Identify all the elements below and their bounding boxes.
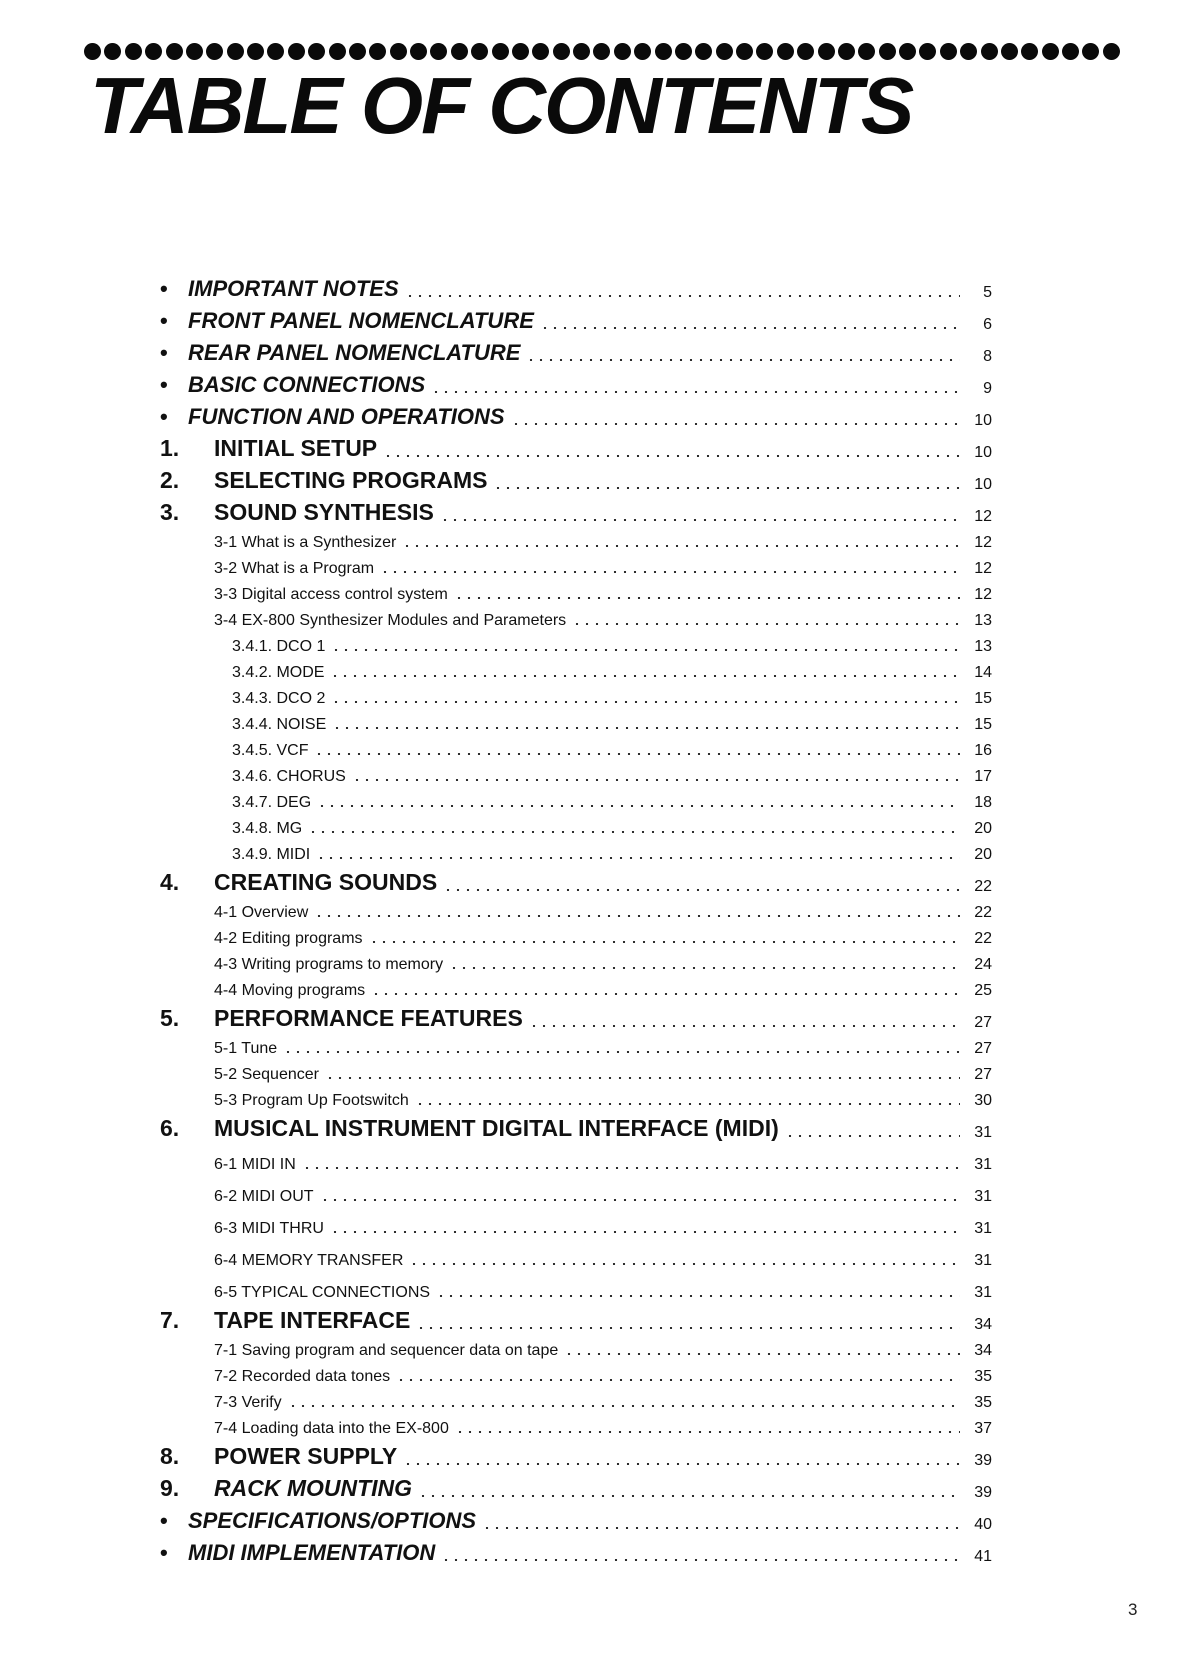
dot [593,43,610,60]
toc-entry-title: 4-1 Overview [214,904,309,921]
toc-entry[interactable] [160,896,992,922]
toc-entry[interactable] [160,1000,992,1032]
toc-entry-title: 3.4.2. MODE [232,664,325,681]
dot-leader [493,487,960,489]
dot-leader [396,1379,960,1381]
toc-entry-marker: 1. [160,435,180,461]
dot [206,43,223,60]
toc-entry-title: 3-1 What is a Synthesizer [214,534,397,551]
dot-leader [455,1431,960,1433]
toc-entry-page: 20 [974,820,992,837]
dot-leader [572,623,960,625]
toc-entry-title: 5-1 Tune [214,1040,278,1057]
dot-border [84,40,1120,62]
toc-entry-page: 22 [974,930,992,947]
dot [1103,43,1120,60]
page-number: 3 [1128,1600,1138,1619]
toc-entry-marker: 5. [160,1005,180,1031]
dot [736,43,753,60]
toc-entry[interactable] [160,974,992,1000]
dot-leader [418,1495,960,1497]
toc-entry[interactable] [160,1032,992,1058]
toc-entry[interactable] [160,1206,992,1238]
toc-entry[interactable] [160,630,992,656]
toc-entry-page: 30 [974,1092,992,1109]
dot [675,43,692,60]
dot [430,43,447,60]
toc-entry-title: 3-2 What is a Program [214,560,375,577]
dot [981,43,998,60]
toc-entry-page: 20 [974,846,992,863]
dot-leader [352,779,960,781]
dot [960,43,977,60]
toc-entry-page: 34 [974,1342,992,1359]
dot-leader [449,967,960,969]
toc-entry-title: IMPORTANT NOTES [188,276,399,301]
dot [553,43,570,60]
toc-entry-title: RACK MOUNTING [214,1475,413,1501]
dot-leader [288,1405,960,1407]
toc-entry[interactable] [160,494,992,526]
toc-entry-page: 17 [974,768,992,785]
toc-entry-page: 31 [974,1124,992,1141]
toc-entry[interactable] [160,430,992,462]
toc-entry-marker: • [160,308,168,333]
dot-leader [331,701,960,703]
toc-entry[interactable] [160,708,992,734]
toc-entry-title: BASIC CONNECTIONS [188,372,426,397]
toc-entry[interactable] [160,1238,992,1270]
toc-entry-title: POWER SUPPLY [214,1443,398,1469]
toc-entry-page: 10 [974,476,992,493]
toc-entry-title: FRONT PANEL NOMENCLATURE [188,308,534,333]
dot [288,43,305,60]
toc-entry[interactable] [160,1174,992,1206]
toc-entry-title: CREATING SOUNDS [214,869,438,895]
toc-entry-page: 25 [974,982,992,999]
toc-entry-title: 7-1 Saving program and sequencer data on tape [214,1342,559,1359]
dot [329,43,346,60]
toc-entry-page: 12 [974,586,992,603]
toc-entry[interactable] [160,526,992,552]
toc-entry-title: REAR PANEL NOMENCLATURE [188,340,521,365]
toc-entry-page: 31 [974,1156,992,1173]
toc-entry[interactable] [160,734,992,760]
toc-entry-title: 3-4 EX-800 Synthesizer Modules and Parameters [214,612,567,629]
toc-entry[interactable] [160,1302,992,1334]
toc-entry-page: 15 [974,690,992,707]
dot [573,43,590,60]
toc-entry-page: 27 [974,1014,992,1031]
toc-entry-page: 35 [974,1368,992,1385]
toc-entry[interactable] [160,552,992,578]
toc-entry-marker: • [160,340,168,365]
dot-leader [443,889,960,891]
dot [919,43,936,60]
toc-entry-page: 13 [974,638,992,655]
toc-entry-marker: 3. [160,499,180,525]
dot-leader [540,327,960,329]
toc-entry-page: 12 [974,508,992,525]
dot [247,43,264,60]
dot [1042,43,1059,60]
toc-entry-marker: • [160,1508,168,1533]
dot-leader [283,1051,960,1053]
toc-entry[interactable] [160,1058,992,1084]
toc-entry-title: 7-3 Verify [214,1394,282,1411]
dot [879,43,896,60]
toc-entry-title: 6-5 TYPICAL CONNECTIONS [214,1284,431,1301]
dot-leader [332,727,960,729]
toc-entry-marker: • [160,1540,168,1565]
dot-leader [403,1463,960,1465]
dot [492,43,509,60]
toc-entry[interactable] [160,1110,992,1142]
toc-entry-page: 12 [974,534,992,551]
toc-entry-title: 4-4 Moving programs [214,982,366,999]
dot-leader [409,1263,960,1265]
dot [858,43,875,60]
toc-entry-title: MUSICAL INSTRUMENT DIGITAL INTERFACE (MIDI) [214,1115,779,1141]
dot [777,43,794,60]
toc-entry-title: 3.4.6. CHORUS [232,768,346,785]
toc-entry[interactable] [160,1334,992,1360]
toc-entry-marker: • [160,372,168,397]
toc-entry[interactable] [160,1470,992,1502]
toc-entry-marker: 2. [160,467,180,493]
toc-entry-title: 3.4.4. NOISE [232,716,327,733]
dot [899,43,916,60]
dot-leader [436,1295,960,1297]
toc-entry-marker: • [160,404,168,429]
toc-entry-title: 7-2 Recorded data tones [214,1368,391,1385]
dot-leader [454,597,960,599]
dot [940,43,957,60]
toc-entry-page: 27 [974,1066,992,1083]
dot [634,43,651,60]
toc-entry-title: 6-1 MIDI IN [214,1156,296,1173]
toc-entry-page: 8 [983,348,992,365]
toc-entry-title: INITIAL SETUP [214,435,378,461]
toc-entry[interactable] [160,812,992,838]
toc-entry[interactable] [160,1412,992,1438]
dot [104,43,121,60]
page-title: TABLE OF CONTENTS [90,61,913,150]
toc-entry-marker: 9. [160,1475,180,1501]
toc-entry-marker: 6. [160,1115,180,1141]
toc-entry-page: 12 [974,560,992,577]
toc-entry[interactable] [160,1084,992,1110]
dot-leader [314,915,960,917]
toc-entry-title: 3.4.7. DEG [232,794,312,811]
dot [1021,43,1038,60]
toc-entry-page: 37 [974,1420,992,1437]
dot-leader [317,805,960,807]
toc-entry-page: 31 [974,1284,992,1301]
toc-entry-title: 5-2 Sequencer [214,1066,319,1083]
toc-entry-page: 39 [974,1452,992,1469]
toc-entry[interactable] [160,366,992,398]
toc-entry-title: SELECTING PROGRAMS [214,467,488,493]
dot-leader [302,1167,960,1169]
dot-leader [405,295,960,297]
dot [838,43,855,60]
dot-leader [482,1527,960,1529]
toc-entry[interactable] [160,1386,992,1412]
toc-entry-marker: • [160,276,168,301]
dot-leader [441,1559,960,1561]
toc-entry-page: 10 [974,412,992,429]
toc-entry-title: TAPE INTERFACE [214,1307,411,1333]
dot-leader [320,1199,960,1201]
toc-entry[interactable] [160,1360,992,1386]
dot-leader [785,1135,960,1137]
toc-entry-title: 3.4.3. DCO 2 [232,690,326,707]
dot [308,43,325,60]
toc-entry-page: 31 [974,1188,992,1205]
toc-entry[interactable] [160,1438,992,1470]
dot [512,43,529,60]
toc-entry[interactable] [160,656,992,682]
toc-entry-page: 5 [983,284,992,301]
toc-entry-marker: 4. [160,869,180,895]
dot [186,43,203,60]
table-of-contents [160,270,992,1566]
dot [349,43,366,60]
toc-entry-page: 6 [983,316,992,333]
toc-entry[interactable] [160,302,992,334]
toc-entry[interactable] [160,760,992,786]
toc-entry-title: 6-4 MEMORY TRANSFER [214,1252,404,1269]
dot-leader [314,753,960,755]
toc-entry-title: 4-2 Editing programs [214,930,363,947]
toc-entry-page: 10 [974,444,992,461]
dot [1001,43,1018,60]
toc-entry-page: 24 [974,956,992,973]
dot-leader [564,1353,960,1355]
toc-entry[interactable] [160,334,992,366]
toc-entry[interactable] [160,270,992,302]
dot-leader [415,1103,960,1105]
dot [145,43,162,60]
toc-entry[interactable] [160,398,992,430]
dot [471,43,488,60]
toc-entry-title: 3.4.8. MG [232,820,303,837]
toc-entry-title: 6-3 MIDI THRU [214,1220,324,1237]
dot-leader [330,675,960,677]
dot-leader [380,571,960,573]
toc-entry-page: 34 [974,1316,992,1333]
toc-entry-title: 4-3 Writing programs to memory [214,956,444,973]
toc-entry-page: 31 [974,1252,992,1269]
toc-entry-page: 35 [974,1394,992,1411]
toc-entry[interactable] [160,1142,992,1174]
dot [818,43,835,60]
dot-leader [331,649,960,651]
dot [390,43,407,60]
toc-entry-title: 3.4.1. DCO 1 [232,638,326,655]
dot-leader [308,831,960,833]
dot-leader [330,1231,960,1233]
toc-entry[interactable] [160,786,992,812]
toc-entry[interactable] [160,578,992,604]
toc-entry-marker: 7. [160,1307,180,1333]
toc-entry[interactable] [160,948,992,974]
toc-entry-title: SOUND SYNTHESIS [214,499,434,525]
toc-entry-title: 3.4.5. VCF [232,742,309,759]
dot-leader [529,1025,960,1027]
toc-entry-title: SPECIFICATIONS/OPTIONS [188,1508,477,1533]
dot [1062,43,1079,60]
toc-entry-page: 41 [974,1548,992,1565]
toc-entry-page: 18 [974,794,992,811]
dot [756,43,773,60]
toc-entry-page: 16 [974,742,992,759]
dot [166,43,183,60]
dot-leader [371,993,960,995]
toc-entry-page: 39 [974,1484,992,1501]
toc-entry-page: 13 [974,612,992,629]
dot [410,43,427,60]
toc-entry-title: 3.4.9. MIDI [232,846,311,863]
dot [369,43,386,60]
toc-entry[interactable] [160,864,992,896]
dot [451,43,468,60]
dot [84,43,101,60]
toc-entry[interactable] [160,682,992,708]
dot [695,43,712,60]
toc-entry-page: 15 [974,716,992,733]
toc-entry[interactable] [160,604,992,630]
dot [267,43,284,60]
dot [125,43,142,60]
toc-entry[interactable] [160,1534,992,1566]
toc-entry-page: 9 [983,380,992,397]
dot-leader [325,1077,960,1079]
toc-entry-title: MIDI IMPLEMENTATION [188,1540,436,1565]
toc-entry-title: 6-2 MIDI OUT [214,1188,314,1205]
toc-entry-page: 31 [974,1220,992,1237]
dot-leader [316,857,960,859]
toc-entry[interactable] [160,838,992,864]
dot-leader [431,391,960,393]
toc-entry-title: FUNCTION AND OPERATIONS [188,404,505,429]
toc-entry-page: 40 [974,1516,992,1533]
dot [1082,43,1099,60]
toc-entry-page: 22 [974,878,992,895]
dot [655,43,672,60]
dot [797,43,814,60]
dot-leader [402,545,960,547]
dot [716,43,733,60]
toc-entry[interactable] [160,1270,992,1302]
dot-leader [416,1327,960,1329]
dot-leader [526,359,960,361]
dot-leader [440,519,960,521]
toc-entry[interactable] [160,462,992,494]
toc-entry-page: 27 [974,1040,992,1057]
toc-entry-title: 3-3 Digital access control system [214,586,448,603]
dot-leader [369,941,960,943]
dot [532,43,549,60]
toc-entry-title: PERFORMANCE FEATURES [214,1005,523,1031]
toc-entry-title: 5-3 Program Up Footswitch [214,1092,409,1109]
toc-entry-marker: 8. [160,1443,180,1469]
toc-entry-page: 22 [974,904,992,921]
dot [614,43,631,60]
toc-entry[interactable] [160,922,992,948]
toc-entry-page: 14 [974,664,992,681]
toc-entry[interactable] [160,1502,992,1534]
dot-leader [383,455,960,457]
dot-leader [511,423,960,425]
toc-entry-title: 7-4 Loading data into the EX-800 [214,1420,449,1437]
dot [227,43,244,60]
